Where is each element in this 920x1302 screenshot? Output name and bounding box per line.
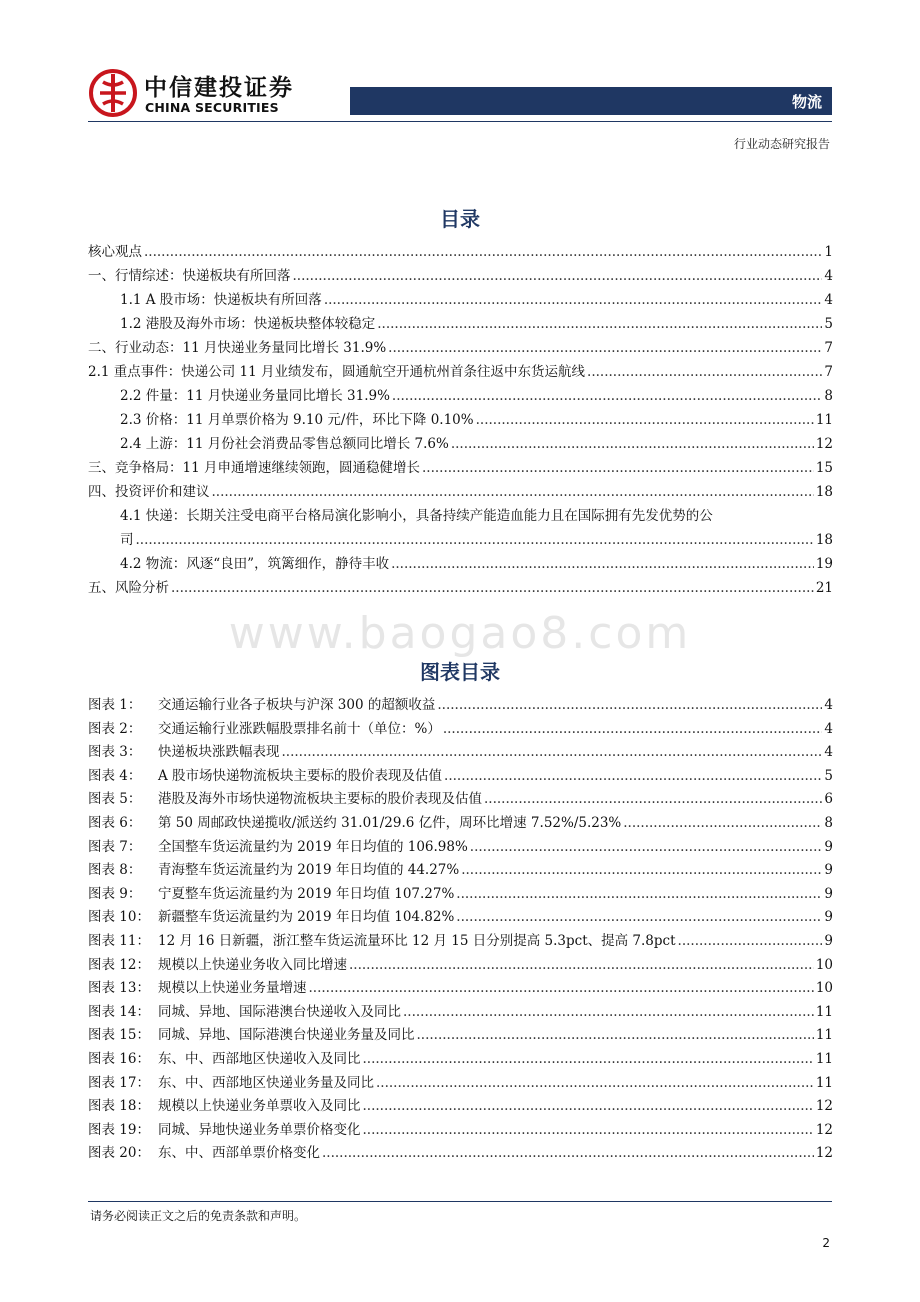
toc-entry-text: 4.2 物流：风逐“良田”，筑篱细作，静待丰收 [120,556,390,572]
toc-leader-dots [363,1051,814,1067]
figure-entry[interactable] [88,905,833,929]
toc-entry-page: 7 [824,364,833,380]
toc-leader-dots [388,340,822,356]
figure-label: 图表 14： [88,1003,150,1020]
figure-title: 同城、异地、国际港澳台快递收入及同比 [158,1003,401,1020]
figure-page: 6 [824,791,833,808]
toc-entry[interactable] [88,480,833,504]
figure-entry[interactable] [88,953,833,977]
page-number: 2 [822,1236,830,1250]
figure-title: 新疆整车货运流量约为 2019 年日均值 104.82% [158,909,455,926]
toc-entry-page: 12 [815,436,833,452]
toc-entry[interactable] [88,288,833,312]
figure-entry[interactable] [88,787,833,811]
toc-entry-page: 4 [824,292,833,308]
toc-leader-dots [322,1145,814,1161]
toc-leader-dots [678,933,823,949]
figure-page: 11 [815,1050,833,1067]
figure-label: 图表 10： [88,909,150,926]
toc-leader-dots [587,364,822,380]
toc-entry[interactable] [88,384,833,408]
figure-page: 12 [815,1121,833,1138]
toc-entry-text: 2.2 件量：11 月快递业务量同比增长 31.9% [120,388,390,404]
figure-label: 图表 5： [88,791,142,808]
toc-entry-text: 二、行业动态：11 月快递业务量同比增长 31.9% [88,340,387,356]
toc-entry-text: 五、风险分析 [88,580,169,596]
figure-entry[interactable] [88,976,833,1000]
table-of-contents [88,240,833,600]
figure-title: 12 月 16 日新疆，浙江整车货运流量环比 12 月 15 日分别提高 5.3pct、提高 7.8pct [158,932,676,949]
figure-label: 图表 4： [88,767,142,784]
sector-banner [350,87,832,115]
figure-page: 11 [815,1003,833,1020]
toc-entry-page: 11 [815,412,833,428]
toc-entry-text: 2.3 价格：11 月单票价格为 9.10 元/件，环比下降 0.10% [120,412,474,428]
toc-leader-dots [456,909,822,925]
figure-title: 宁夏整车货运流量约为 2019 年日均值 107.27% [158,885,455,902]
figure-entry[interactable] [88,1000,833,1024]
figure-label: 图表 8： [88,862,142,879]
figure-label: 图表 19： [88,1121,150,1138]
disclaimer-note: 请务必阅读正文之后的免责条款和声明。 [90,1209,307,1223]
figure-label: 图表 20： [88,1145,150,1162]
toc-leader-dots [484,791,822,807]
toc-entry[interactable] [88,360,833,384]
toc-entry-4-1-line1[interactable]: 4.1 快递：长期关注受电商平台格局演化影响小，具备持续产能造血能力且在国际拥有先发优势的公 [120,508,713,524]
figure-title: 快递板块涨跌幅表现 [158,744,280,761]
figure-list [88,693,833,1165]
toc-leader-dots [363,1122,814,1138]
figure-page: 11 [815,1074,833,1091]
figure-label: 图表 1： [88,697,142,713]
figure-title: 全国整车货运流量约为 2019 年日均值的 106.98% [158,838,468,855]
toc-entry-page: 15 [815,460,833,476]
toc-leader-dots [456,886,822,902]
figure-entry[interactable] [88,1023,833,1047]
figure-label: 图表 17： [88,1074,150,1091]
figure-entry[interactable] [88,835,833,859]
figure-title: 规模以上快递业务单票收入及同比 [158,1098,361,1115]
figure-entry[interactable] [88,1118,833,1142]
header-divider [88,121,832,122]
logo-english-name: CHINA SECURITIES [145,100,279,115]
figure-title: A 股市场快递物流板块主要标的股价表现及估值 [158,767,443,784]
toc-entry[interactable] [88,432,833,456]
toc-entry[interactable] [88,240,833,264]
toc-leader-dots [349,957,814,973]
figure-page: 12 [815,1098,833,1115]
toc-leader-dots [309,980,814,996]
toc-entry-text: 1.1 A 股市场：快递板块有所回落 [120,292,322,308]
figure-page: 9 [824,885,833,902]
logo-chinese-name: 中信建投证券 [144,75,294,101]
toc-leader-dots [144,244,822,260]
figure-label: 图表 6： [88,814,142,831]
toc-leader-dots [376,1075,814,1091]
toc-leader-dots [451,436,814,452]
figure-list-title: 图表目录 [420,660,500,684]
company-logo [88,68,294,120]
figure-page: 9 [824,862,833,879]
figure-entry[interactable] [88,764,833,788]
figure-title: 东、中、西部地区快递业务量及同比 [158,1074,374,1091]
sector-label: 物流 [791,93,822,111]
toc-entry-page: 19 [815,556,833,572]
toc-entry-page: 18 [815,532,833,548]
toc-leader-dots [324,292,823,308]
figure-title: 东、中、西部单票价格变化 [158,1145,320,1162]
toc-entry-4-1-line2[interactable] [88,528,833,552]
figure-title: 青海整车货运流量约为 2019 年日均值的 44.27% [158,862,460,879]
toc-leader-dots [171,580,814,596]
toc-leader-dots [391,556,814,572]
figure-page: 8 [824,814,833,831]
toc-entry[interactable] [88,408,833,432]
toc-leader-dots [403,1004,814,1020]
figure-entry[interactable] [88,740,833,764]
figure-page: 9 [824,909,833,926]
footer-divider [88,1201,832,1202]
figure-page: 10 [815,980,833,997]
figure-page: 4 [824,744,833,761]
toc-leader-dots [422,460,814,476]
toc-entry[interactable] [88,312,833,336]
toc-entry-page: 5 [824,316,833,332]
toc-leader-dots [623,815,822,831]
toc-entry-text: 核心观点 [88,244,142,260]
china-securities-logo-icon [88,68,138,118]
toc-leader-dots [282,744,823,760]
figure-entry[interactable] [88,1141,833,1165]
figure-title: 第 50 周邮政快递揽收/派送约 31.01/29.6 亿件，周环比增速 7.52%/5.23% [158,814,622,831]
figure-page: 4 [824,697,833,713]
figure-entry[interactable] [88,929,833,953]
figure-page: 11 [815,1027,833,1044]
figure-title: 港股及海外市场快递物流板块主要标的股价表现及估值 [158,791,482,808]
figure-title: 同城、异地快递业务单票价格变化 [158,1121,361,1138]
figure-title: 交通运输行业涨跌幅股票排名前十（单位：%） [158,720,441,737]
figure-label: 图表 11： [88,932,150,949]
toc-leader-dots [417,1027,814,1043]
toc-entry-text: 四、投资评价和建议 [88,484,210,500]
report-type: 行业动态研究报告 [733,137,830,151]
toc-leader-dots [363,1098,814,1114]
toc-entry-page: 1 [824,244,833,260]
toc-leader-dots [461,862,822,878]
toc-entry-text: 2.4 上游：11 月份社会消费品零售总额同比增长 7.6% [120,436,449,452]
toc-leader-dots [136,532,814,548]
figure-page: 10 [815,956,833,973]
toc-leader-dots [437,697,822,713]
toc-entry-text: 司 [120,532,134,548]
figure-entry[interactable] [88,693,833,717]
toc-entry-text: 一、行情综述：快递板块有所回落 [88,268,291,284]
figure-label: 图表 16： [88,1050,150,1067]
figure-label: 图表 15： [88,1027,150,1044]
toc-entry-page: 8 [824,388,833,404]
figure-entry[interactable] [88,717,833,741]
toc-leader-dots [212,484,814,500]
toc-leader-dots [293,268,823,284]
toc-entry[interactable] [88,456,833,480]
figure-title: 规模以上快递业务收入同比增速 [158,956,347,973]
figure-title: 交通运输行业各子板块与沪深 300 的超额收益 [158,697,436,713]
toc-leader-dots [392,388,822,404]
figure-page: 5 [824,767,833,784]
toc-entry-page: 4 [824,268,833,284]
figure-title: 同城、异地、国际港澳台快递业务量及同比 [158,1027,415,1044]
figure-entry[interactable] [88,1071,833,1095]
figure-page: 9 [824,838,833,855]
figure-entry[interactable] [88,882,833,906]
toc-leader-dots [443,721,823,737]
figure-page: 9 [824,932,833,949]
figure-entry[interactable] [88,1094,833,1118]
figure-title: 东、中、西部地区快递收入及同比 [158,1050,361,1067]
figure-page: 12 [815,1145,833,1162]
toc-entry-page: 18 [815,484,833,500]
toc-title: 目录 [440,207,480,231]
figure-label: 图表 2： [88,720,142,737]
toc-entry-text: 1.2 港股及海外市场：快递板块整体较稳定 [120,316,376,332]
figure-page: 4 [824,720,833,737]
figure-label: 图表 18： [88,1098,150,1115]
toc-leader-dots [476,412,814,428]
toc-entry-5[interactable] [88,576,833,600]
figure-title: 规模以上快递业务量增速 [158,980,307,997]
figure-entry[interactable] [88,811,833,835]
toc-entry[interactable] [88,336,833,360]
toc-entry-text: 2.1 重点事件：快递公司 11 月业绩发布，圆通航空开通杭州首条往返中东货运航线 [88,364,586,380]
toc-leader-dots [444,768,822,784]
figure-label: 图表 7： [88,838,142,855]
figure-label: 图表 9： [88,885,142,902]
figure-label: 图表 3： [88,744,142,761]
figure-entry[interactable] [88,1047,833,1071]
toc-leader-dots [470,839,823,855]
toc-entry-text: 三、竞争格局：11 月申通增速继续领跑，圆通稳健增长 [88,460,420,476]
figure-entry[interactable] [88,858,833,882]
toc-entry-4-2[interactable] [88,552,833,576]
figure-label: 图表 12： [88,956,150,973]
toc-entry-page: 7 [824,340,833,356]
toc-entry[interactable] [88,264,833,288]
toc-entry-page: 21 [815,580,833,596]
toc-leader-dots [377,316,822,332]
watermark: www.baogao8.com [228,608,692,659]
figure-label: 图表 13： [88,980,150,997]
